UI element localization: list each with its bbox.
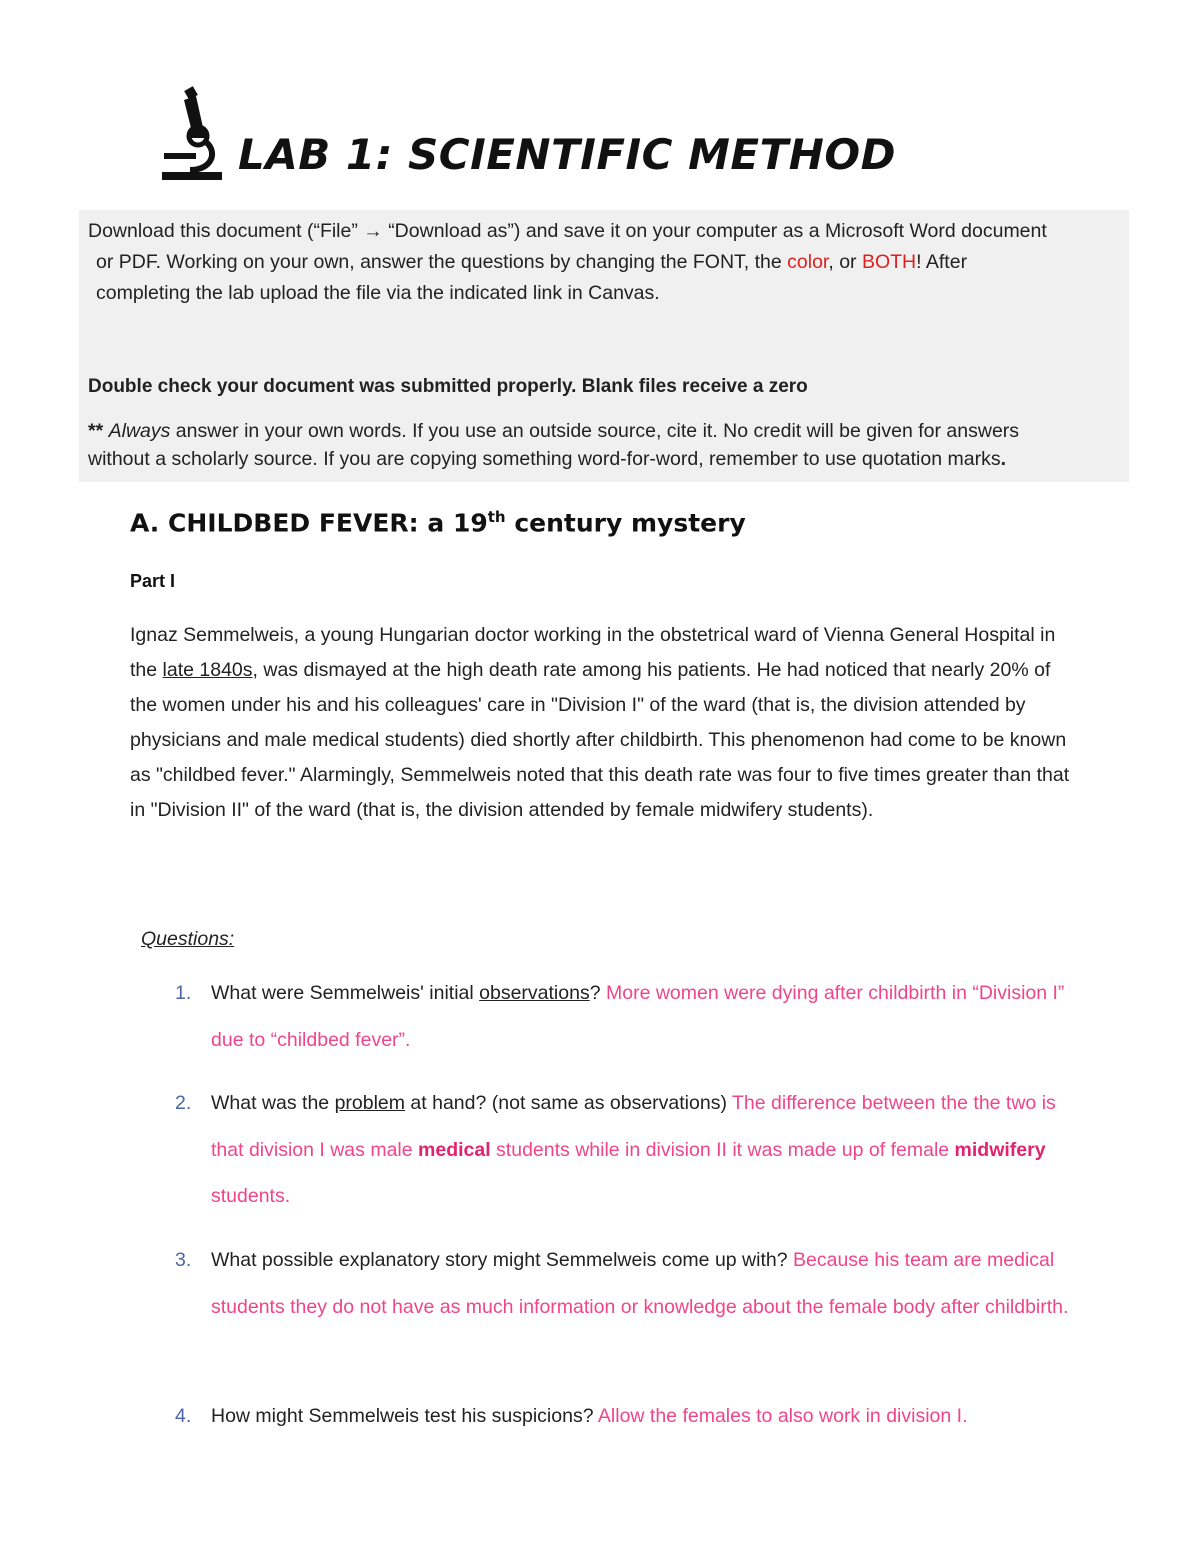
section-heading bbox=[130, 508, 746, 537]
question-keyword: problem bbox=[334, 1092, 406, 1114]
answer-text: Allow the females to also work in division I. bbox=[597, 1405, 968, 1427]
section-heading-sup: th bbox=[487, 508, 506, 526]
instructions-line-2 bbox=[88, 247, 1119, 278]
story-paragraph bbox=[130, 618, 1070, 828]
instructions-text: ! After bbox=[916, 251, 968, 273]
question-text: ? bbox=[589, 982, 601, 1004]
section-heading-text: century mystery bbox=[505, 508, 746, 538]
answer-part: students while in division II it was made up of female bbox=[490, 1138, 955, 1161]
question-text: What were Semmelweis' initial bbox=[211, 982, 480, 1004]
question-keyword: observations bbox=[479, 982, 590, 1004]
questions-heading: Questions: bbox=[141, 928, 235, 950]
question-number: 1. bbox=[175, 982, 192, 1004]
answer-bold: medical bbox=[418, 1138, 491, 1161]
instructions-text: or PDF. Working on your own, answer the questions by changing the FONT, the bbox=[96, 251, 788, 273]
instructions-text: , or bbox=[828, 251, 862, 273]
credit-notice bbox=[88, 417, 1119, 473]
instructions-line-3: completing the lab upload the file via the indicated link in Canvas. bbox=[96, 282, 660, 304]
instructions-box bbox=[79, 210, 1129, 482]
story-text: , was dismayed at the high death rate among his patients. He had noticed that nearly 20% of the women under his and his colleagues' care in "Division I" of the ward (that is, the division attended by physicians and male medical students) died shortly after childbirth. This phenomenon had come to be known as "childbed fever." Alarmingly, Semmelweis noted that this death rate was four to five times greater than that in "Division II" of the ward (that is, the division attended by female midwifery students). bbox=[130, 659, 1070, 821]
microscope-icon bbox=[160, 86, 224, 182]
page-header bbox=[160, 82, 896, 182]
credit-always: Always bbox=[108, 420, 171, 442]
answer-part: The difference between the the two is that division I was male bbox=[211, 1092, 1056, 1161]
instructions-line-1: Download this document (“File” → “Download as”) and save it on your computer as a Microsoft Word document bbox=[88, 220, 1047, 242]
answer-part: students. bbox=[211, 1185, 291, 1207]
question-2 bbox=[175, 1080, 1075, 1220]
question-number: 2. bbox=[175, 1092, 192, 1114]
answer-text: More women were dying after childbirth in “Division I” due to “childbed fever”. bbox=[211, 982, 1065, 1051]
credit-stars: ** bbox=[88, 420, 109, 442]
question-number: 4. bbox=[175, 1405, 192, 1427]
page-title: LAB 1: SCIENTIFIC METHOD bbox=[238, 130, 896, 179]
answer-text: Because his team are medical students they do not have as much information or knowledge about the female body after childbirth. bbox=[211, 1249, 1069, 1318]
question-3 bbox=[175, 1237, 1075, 1330]
section-heading-text: A. CHILDBED FEVER: a 19 bbox=[130, 508, 488, 538]
question-number: 3. bbox=[175, 1249, 192, 1271]
answer-bold: midwifery bbox=[954, 1138, 1046, 1161]
both-word: BOTH bbox=[861, 251, 917, 273]
question-1 bbox=[175, 970, 1075, 1063]
late-1840s: late 1840s bbox=[162, 659, 253, 681]
story-text: Ignaz Semmelweis, a young Hungarian doctor working in the obstetrical ward of Vienna General Hospital in the bbox=[130, 624, 1056, 681]
credit-text-2: without a scholarly source. If you are copying something word-for-word, remember to use quotation marks bbox=[88, 448, 1001, 470]
question-text: at hand? (not same as observations) bbox=[405, 1092, 727, 1114]
question-text: What was the bbox=[211, 1092, 335, 1114]
question-text: How might Semmelweis test his suspicions? bbox=[211, 1405, 598, 1427]
credit-period: . bbox=[1000, 448, 1006, 470]
color-word: color bbox=[787, 251, 829, 273]
question-text: What possible explanatory story might Semmelweis come up with? bbox=[211, 1249, 793, 1271]
part-label: Part I bbox=[130, 571, 176, 591]
question-4 bbox=[175, 1393, 1075, 1440]
submission-notice: Double check your document was submitted properly. Blank files receive a zero bbox=[88, 376, 808, 397]
credit-text-1: answer in your own words. If you use an outside source, cite it. No credit will be given for answers bbox=[170, 420, 1020, 442]
